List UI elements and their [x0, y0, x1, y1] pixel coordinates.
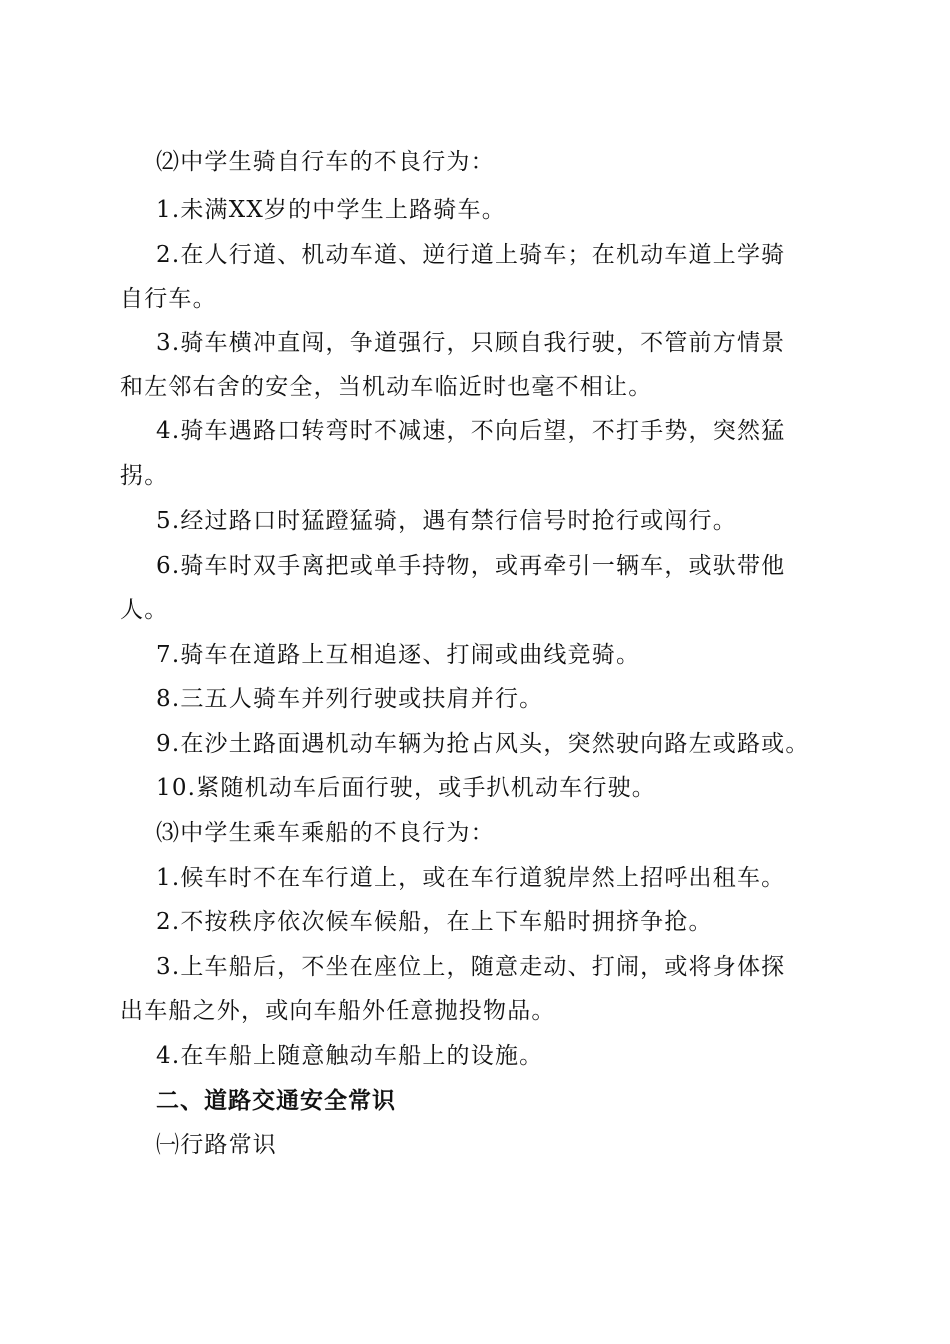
- list-item: 3.上车船后，不坐在座位上，随意走动、打闹，或将身体探: [156, 954, 786, 980]
- list-item-continuation: 和左邻右舍的安全，当机动车临近时也毫不相让。: [120, 374, 653, 400]
- list-item-continuation: 出车船之外，或向车船外任意抛投物品。: [120, 998, 556, 1024]
- list-item: 8.三五人骑车并列行驶或扶肩并行。: [156, 686, 544, 712]
- list-item: 10.紧随机动车后面行驶，或手扒机动车行驶。: [156, 775, 656, 801]
- section-2-title: ⑵中学生骑自行车的不良行为：: [156, 149, 495, 175]
- section-3-title: ⑶中学生乘车乘船的不良行为：: [156, 820, 495, 846]
- list-item: 5.经过路口时猛蹬猛骑，遇有禁行信号时抢行或闯行。: [156, 508, 737, 534]
- list-item-continuation: 人。: [120, 597, 169, 623]
- list-item: 7.骑车在道路上互相追逐、打闹或曲线竞骑。: [156, 642, 641, 668]
- list-item: 4.在车船上随意触动车船上的设施。: [156, 1043, 544, 1069]
- list-item: 2.不按秩序依次候车候船，在上下车船时拥挤争抢。: [156, 909, 713, 935]
- list-item: 1.未满XX岁的中学生上路骑车。: [156, 197, 506, 223]
- list-item: 3.骑车横冲直闯，争道强行，只顾自我行驶，不管前方情景: [156, 330, 786, 356]
- list-item: 9.在沙土路面遇机动车辆为抢占风头，突然驶向路左或路或。: [156, 731, 810, 757]
- list-item: 2.在人行道、机动车道、逆行道上骑车；在机动车道上学骑: [156, 242, 786, 268]
- list-item-continuation: 拐。: [120, 463, 169, 489]
- list-item: 4.骑车遇路口转弯时不减速，不向后望，不打手势，突然猛: [156, 418, 786, 444]
- list-item: 1.候车时不在车行道上，或在车行道貌岸然上招呼出租车。: [156, 865, 786, 891]
- subsection-title: ㈠行路常识: [156, 1132, 277, 1158]
- section-heading: 二、道路交通安全常识: [156, 1088, 396, 1114]
- list-item: 6.骑车时双手离把或单手持物，或再牵引一辆车，或驮带他: [156, 553, 786, 579]
- list-item-continuation: 自行车。: [120, 286, 217, 312]
